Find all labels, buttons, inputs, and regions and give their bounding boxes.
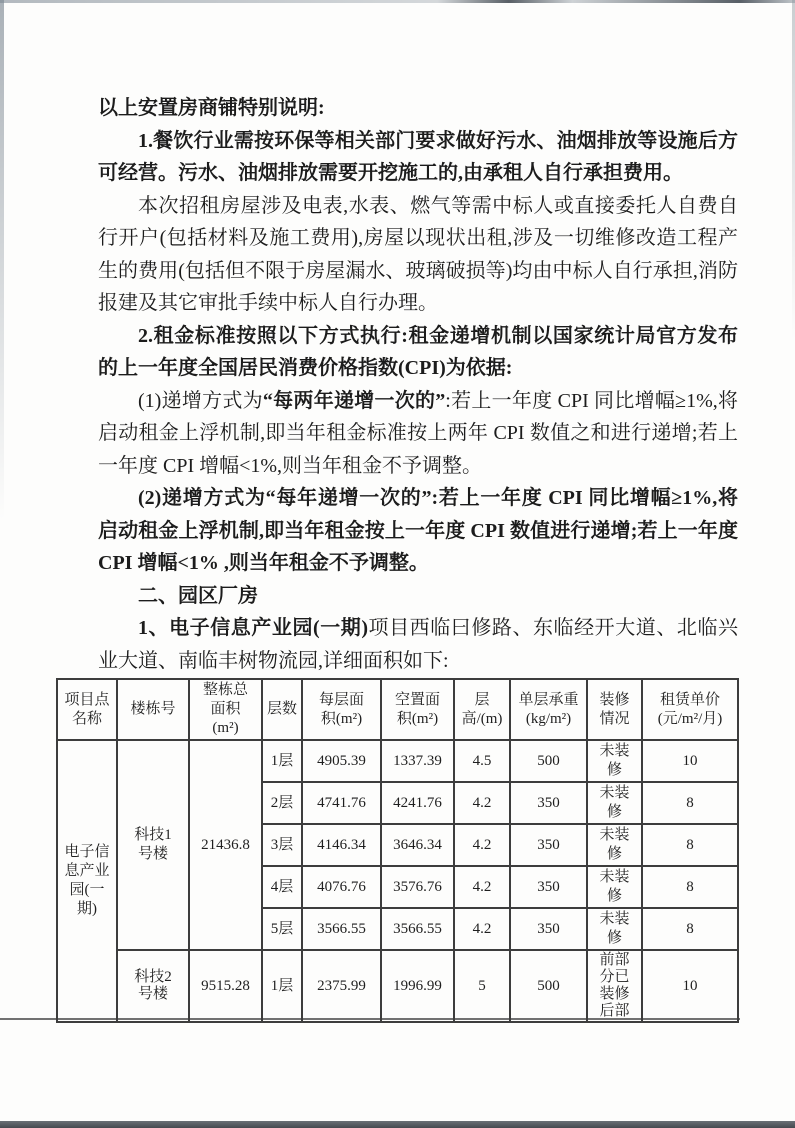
area-detail-table bbox=[56, 678, 739, 1023]
cell-floor-height: 4.5 bbox=[454, 740, 510, 782]
col-header-rent-price: 租赁单价(元/m²/月) bbox=[642, 679, 738, 740]
col-header-project: 项目点名称 bbox=[57, 679, 117, 740]
cell-floor-area: 2375.99 bbox=[302, 950, 381, 1022]
clause-1-note: 本次招租房屋涉及电表,水表、燃气等需中标人或直接委托人自费自行开户(包括材料及施工费用),房屋以现状出租,涉及一切维修改造工程产生的费用(包括但不限于房屋漏水、玻璃破损等)均由中标人自行承担,消防报建及其它审批手续中标人自行办理。 bbox=[98, 194, 738, 314]
col-header-floor-height: 层高/(m) bbox=[454, 679, 510, 740]
table-row-b2-f1 bbox=[57, 950, 738, 1022]
cell-load: 350 bbox=[510, 908, 587, 950]
cell-load: 500 bbox=[510, 950, 587, 1022]
cell-project-name: 电子信息产业园(一期) bbox=[57, 740, 117, 1022]
cell-floor: 5层 bbox=[262, 908, 302, 950]
col-header-decoration: 装修情况 bbox=[587, 679, 642, 740]
cell-load: 350 bbox=[510, 866, 587, 908]
park-description: 项目西临曰修路、东临经开大道、北临兴业大道、南临丰树物流园,详细面积如下: bbox=[98, 617, 739, 672]
cell-floor-area: 4076.76 bbox=[302, 866, 381, 908]
cell-vacant-area: 3566.55 bbox=[381, 908, 454, 950]
cell-floor-height: 5 bbox=[454, 950, 510, 1022]
cell-floor: 1层 bbox=[262, 950, 302, 1022]
document-body bbox=[98, 92, 738, 677]
item-1-prefix: (1)递增方式为 bbox=[138, 389, 263, 412]
cell-floor-area: 4905.39 bbox=[302, 740, 381, 782]
clause-1: 1.餐饮行业需按环保等相关部门要求做好污水、油烟排放等设施后方可经营。污水、油烟排放需要开挖施工的,由承租人自行承担费用。 bbox=[98, 129, 738, 184]
scan-edge-top bbox=[0, 0, 795, 3]
cell-building-2-total-area: 9515.28 bbox=[189, 950, 262, 1022]
item-1-quoted-phrase: “每两年递增一次的” bbox=[262, 389, 446, 412]
col-header-vacant-area: 空置面积(m²) bbox=[381, 679, 454, 740]
cell-floor-height: 4.2 bbox=[454, 782, 510, 824]
cell-floor: 3层 bbox=[262, 824, 302, 866]
cell-load: 350 bbox=[510, 782, 587, 824]
cell-building-1-name: 科技1号楼 bbox=[117, 740, 189, 950]
col-header-total-area: 整栋总面积(m²) bbox=[189, 679, 262, 740]
cell-building-1-total-area: 21436.8 bbox=[189, 740, 262, 950]
cell-decoration: 未装修 bbox=[587, 740, 642, 782]
cell-vacant-area: 3576.76 bbox=[381, 866, 454, 908]
intro-heading: 以上安置房商铺特别说明: bbox=[98, 97, 325, 119]
cell-floor: 4层 bbox=[262, 866, 302, 908]
clause-2: 2.租金标准按照以下方式执行:租金递增机制以国家统计局官方发布的上一年度全国居民消费价格指数(CPI)为依据: bbox=[98, 324, 738, 379]
cell-load: 500 bbox=[510, 740, 587, 782]
park-title: 1、电子信息产业园(一期) bbox=[138, 617, 368, 639]
cell-building-2-name: 科技2号楼 bbox=[117, 950, 189, 1022]
cell-rent-price: 8 bbox=[642, 908, 738, 950]
item-1-rest: :若上一年度 CPI 同比增幅≥1%,将启动租金上浮机制,即当年租金标准按上两年 CPI 数值之和进行递增;若上一年度 CPI 增幅<1%,则当年租金不予调整。 bbox=[98, 389, 739, 477]
cell-rent-price: 10 bbox=[642, 950, 738, 1022]
cell-decoration: 未装修 bbox=[587, 782, 642, 824]
cell-vacant-area: 1337.39 bbox=[381, 740, 454, 782]
park-intro bbox=[98, 612, 738, 677]
cell-floor-height: 4.2 bbox=[454, 824, 510, 866]
cell-rent-price: 8 bbox=[642, 866, 738, 908]
cell-decoration: 未装修 bbox=[587, 908, 642, 950]
clause-2-item-1 bbox=[98, 385, 738, 483]
cell-load: 350 bbox=[510, 824, 587, 866]
cell-rent-price: 10 bbox=[642, 740, 738, 782]
col-header-building: 楼栋号 bbox=[117, 679, 189, 740]
cell-floor-height: 4.2 bbox=[454, 866, 510, 908]
cell-floor: 2层 bbox=[262, 782, 302, 824]
cell-rent-price: 8 bbox=[642, 782, 738, 824]
cell-vacant-area: 3646.34 bbox=[381, 824, 454, 866]
cell-rent-price: 8 bbox=[642, 824, 738, 866]
scan-edge-bottom bbox=[0, 1121, 795, 1128]
cell-floor-area: 3566.55 bbox=[302, 908, 381, 950]
cell-decoration: 未装修 bbox=[587, 866, 642, 908]
section-2-heading: 二、园区厂房 bbox=[138, 584, 258, 607]
cell-floor: 1层 bbox=[262, 740, 302, 782]
col-header-load: 单层承重(kg/m²) bbox=[510, 679, 587, 740]
cell-vacant-area: 4241.76 bbox=[381, 782, 454, 824]
col-header-floor-count: 层数 bbox=[262, 679, 302, 740]
col-header-floor-area: 每层面积(m²) bbox=[302, 679, 381, 740]
scan-edge-left bbox=[0, 0, 4, 520]
table-row-b1-f1 bbox=[57, 740, 738, 782]
table-header-row bbox=[57, 679, 738, 740]
cell-floor-area: 4146.34 bbox=[302, 824, 381, 866]
cell-decoration: 未装修 bbox=[587, 824, 642, 866]
clause-2-item-2: (2)递增方式为“每年递增一次的”:若上一年度 CPI 同比增幅≥1%,将启动租金上浮机制,即当年租金按上一年度 CPI 数值进行递增;若上一年度 CPI 增幅<1% ,则当年租金不予调整。 bbox=[98, 487, 738, 574]
cell-floor-height: 4.2 bbox=[454, 908, 510, 950]
cell-vacant-area: 1996.99 bbox=[381, 950, 454, 1022]
cell-floor-area: 4741.76 bbox=[302, 782, 381, 824]
cell-decoration: 前部分已装修后部 bbox=[587, 950, 642, 1022]
